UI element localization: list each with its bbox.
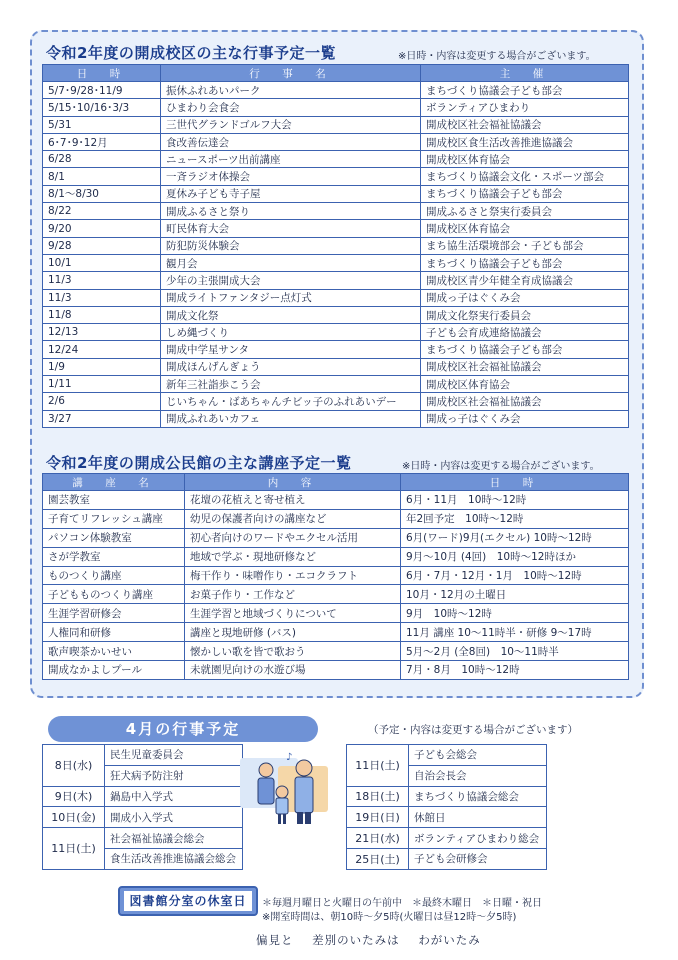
event-row <box>43 410 629 427</box>
library-hours: ※開室時間は、朝10時～夕5時(火曜日は昼12時～夕5時) <box>262 912 517 923</box>
event-row-cell: 開成ほんげんぎょう <box>161 358 421 375</box>
event-row <box>43 133 629 150</box>
event-row-cell: 開成校区青少年健全育成協議会 <box>421 272 629 289</box>
course-row-cell: 5月～2月 (全8回) 10～11時半 <box>401 642 629 661</box>
course-row-cell: 開成なかよしプール <box>43 661 185 680</box>
april-right-table <box>346 744 547 870</box>
event-row-cell: 1/11 <box>43 376 161 393</box>
event-row-cell: ひまわり会食会 <box>161 99 421 116</box>
event-row <box>43 324 629 341</box>
event-row-cell: 開成校区社会福祉協議会 <box>421 393 629 410</box>
event-row-cell: 子ども会育成連絡協議会 <box>421 324 629 341</box>
event-row <box>43 254 629 271</box>
course-row-cell: 花壇の花植えと寄せ植え <box>185 491 401 510</box>
april-event: 鍋島中入学式 <box>105 786 243 807</box>
april-row <box>347 828 547 849</box>
header-event: 行 事 名 <box>161 65 421 82</box>
events-table <box>42 64 629 428</box>
courses-header-row <box>43 474 629 491</box>
april-row <box>347 745 547 766</box>
event-row-cell: 1/9 <box>43 358 161 375</box>
april-date: 8日(水) <box>43 745 105 787</box>
april-event: まちづくり協議会総会 <box>409 786 547 807</box>
header-datetime: 日 時 <box>401 474 629 491</box>
event-row <box>43 82 629 99</box>
event-row <box>43 237 629 254</box>
course-row-cell: さが学教室 <box>43 547 185 566</box>
april-date: 25日(土) <box>347 848 409 869</box>
course-row-cell: 歌声喫茶かいせい <box>43 642 185 661</box>
april-row <box>347 786 547 807</box>
event-row-cell: 開成校区社会福祉協議会 <box>421 358 629 375</box>
event-row-cell: 食改善伝達会 <box>161 133 421 150</box>
course-row-cell: 生涯学習研修会 <box>43 604 185 623</box>
event-row-cell: まちづくり協議会文化・スポーツ部会 <box>421 168 629 185</box>
section2-title: 令和2年度の開成公民館の主な講座予定一覧 <box>46 454 352 472</box>
course-row-cell: 子育てリフレッシュ講座 <box>43 509 185 528</box>
course-row <box>43 642 629 661</box>
event-row <box>43 220 629 237</box>
section2-note: ※日時・内容は変更する場合がございます。 <box>402 461 600 472</box>
april-row <box>347 848 547 869</box>
event-row <box>43 99 629 116</box>
event-row-cell: 一斉ラジオ体操会 <box>161 168 421 185</box>
course-row-cell: 生涯学習と地域づくりについて <box>185 604 401 623</box>
april-date: 10日(金) <box>43 807 105 828</box>
april-row <box>43 786 243 807</box>
course-row-cell: 6月・11月 10時～12時 <box>401 491 629 510</box>
event-row-cell: 三世代グランドゴルフ大会 <box>161 116 421 133</box>
event-row-cell: 5/31 <box>43 116 161 133</box>
course-row <box>43 623 629 642</box>
course-row-cell: ものつくり講座 <box>43 566 185 585</box>
slogan <box>256 932 495 948</box>
event-row-cell: 振休ふれあいパーク <box>161 82 421 99</box>
april-row <box>43 828 243 849</box>
april-event: 開成小入学式 <box>105 807 243 828</box>
event-row-cell: まちづくり協議会子ども部会 <box>421 185 629 202</box>
event-row-cell: 11/3 <box>43 272 161 289</box>
course-row-cell: 10月・12月の土曜日 <box>401 585 629 604</box>
event-row <box>43 151 629 168</box>
event-row-cell: 開成校区食生活改善推進協議会 <box>421 133 629 150</box>
event-row-cell: 12/24 <box>43 341 161 358</box>
event-row <box>43 376 629 393</box>
event-row-cell: 8/1～8/30 <box>43 185 161 202</box>
course-row <box>43 585 629 604</box>
course-row-cell: パソコン体験教室 <box>43 528 185 547</box>
event-row-cell: 開成ふれあいカフェ <box>161 410 421 427</box>
course-row-cell: 梅干作り・味噌作り・エコクラフト <box>185 566 401 585</box>
course-row-cell: 7月・8月 10時～12時 <box>401 661 629 680</box>
april-event: 狂犬病予防注射 <box>105 765 243 786</box>
event-row-cell: 新年三社詣歩こう会 <box>161 376 421 393</box>
event-row-cell: まちづくり協議会子ども部会 <box>421 82 629 99</box>
course-row <box>43 604 629 623</box>
event-row <box>43 341 629 358</box>
event-row-cell: 開成っ子はぐくみ会 <box>421 289 629 306</box>
course-row-cell: 6月・7月・12月・1月 10時～12時 <box>401 566 629 585</box>
course-row-cell: 懐かしい歌を皆で歌おう <box>185 642 401 661</box>
event-row-cell: 8/1 <box>43 168 161 185</box>
event-row-cell: まちづくり協議会子ども部会 <box>421 341 629 358</box>
april-date: 9日(木) <box>43 786 105 807</box>
event-row <box>43 306 629 323</box>
courses-table <box>42 473 629 680</box>
event-row-cell: 開成文化祭実行委員会 <box>421 306 629 323</box>
event-row-cell: 開成校区社会福祉協議会 <box>421 116 629 133</box>
event-row-cell: 9/20 <box>43 220 161 237</box>
event-row-cell: 開成校区体育協会 <box>421 376 629 393</box>
event-row-cell: 夏休み子ども寺子屋 <box>161 185 421 202</box>
event-row-cell: 3/27 <box>43 410 161 427</box>
event-row <box>43 116 629 133</box>
event-row-cell: しめ縄づくり <box>161 324 421 341</box>
event-row <box>43 393 629 410</box>
event-row-cell: 6･7･9･12月 <box>43 133 161 150</box>
course-row-cell: 6月(ワード)9月(エクセル) 10時～12時 <box>401 528 629 547</box>
april-row <box>43 807 243 828</box>
events-header-row <box>43 65 629 82</box>
event-row <box>43 203 629 220</box>
slogan-part-3: わがいたみ <box>418 933 481 947</box>
event-row-cell: 5/15･10/16･3/3 <box>43 99 161 116</box>
course-row-cell: 子どもものつくり講座 <box>43 585 185 604</box>
event-row-cell: 開成文化祭 <box>161 306 421 323</box>
library-title: 図書館分室の休室日 <box>124 891 252 911</box>
course-row-cell: 年2回予定 10時～12時 <box>401 509 629 528</box>
event-row-cell: ニュースポーツ出前講座 <box>161 151 421 168</box>
section1-title: 令和2年度の開成校区の主な行事予定一覧 <box>46 44 336 62</box>
event-row-cell: 防犯防災体験会 <box>161 237 421 254</box>
event-row-cell: まち協生活環境部会・子ども部会 <box>421 237 629 254</box>
april-left-table <box>42 744 243 870</box>
event-row <box>43 168 629 185</box>
course-row-cell: 人権同和研修 <box>43 623 185 642</box>
event-row-cell: 開成ライトファンタジー点灯式 <box>161 289 421 306</box>
event-row-cell: 開成っ子はぐくみ会 <box>421 410 629 427</box>
section1-note: ※日時・内容は変更する場合がございます。 <box>398 51 596 62</box>
event-row <box>43 272 629 289</box>
april-date: 18日(土) <box>347 786 409 807</box>
family-illustration-icon <box>238 748 334 826</box>
course-row-cell: 園芸教室 <box>43 491 185 510</box>
event-row <box>43 185 629 202</box>
course-row-cell: 9月 10時～12時 <box>401 604 629 623</box>
april-event: 社会福祉協議会総会 <box>105 828 243 849</box>
event-row-cell: まちづくり協議会子ども部会 <box>421 254 629 271</box>
event-row-cell: 11/3 <box>43 289 161 306</box>
event-row-cell: じいちゃん・ばあちゃんチビッ子のふれあいデー <box>161 393 421 410</box>
april-event: ボランティアひまわり総会 <box>409 828 547 849</box>
course-row <box>43 661 629 680</box>
event-row-cell: ボランティアひまわり <box>421 99 629 116</box>
course-row-cell: 未就園児向けの水遊び場 <box>185 661 401 680</box>
course-row-cell: 初心者向けのワードやエクセル活用 <box>185 528 401 547</box>
course-row-cell: 11月 講座 10～11時半・研修 9～17時 <box>401 623 629 642</box>
course-row-cell: 9月～10月 (4回) 10時～12時ほか <box>401 547 629 566</box>
course-row <box>43 547 629 566</box>
event-row <box>43 289 629 306</box>
april-title: 4月の行事予定 <box>48 716 318 742</box>
event-row-cell: 開成校区体育協会 <box>421 151 629 168</box>
event-row-cell: 10/1 <box>43 254 161 271</box>
event-row-cell: 開成校区体育協会 <box>421 220 629 237</box>
svg-text:♪: ♪ <box>286 752 293 763</box>
event-row-cell: 観月会 <box>161 254 421 271</box>
event-row-cell: 開成ふるさと祭実行委員会 <box>421 203 629 220</box>
course-row <box>43 509 629 528</box>
april-event: 子ども会総会 <box>409 745 547 766</box>
april-event: 子ども会研修会 <box>409 848 547 869</box>
event-row-cell: 11/8 <box>43 306 161 323</box>
april-note: （予定・内容は変更する場合がございます） <box>368 724 578 736</box>
header-host: 主 催 <box>421 65 629 82</box>
april-event: 民生児童委員会 <box>105 745 243 766</box>
april-event: 食生活改善推進協議会総会 <box>105 848 243 869</box>
april-date: 21日(水) <box>347 828 409 849</box>
event-row <box>43 358 629 375</box>
event-row-cell: 町民体育大会 <box>161 220 421 237</box>
event-row-cell: 2/6 <box>43 393 161 410</box>
april-event: 休館日 <box>409 807 547 828</box>
event-row-cell: 少年の主張開成大会 <box>161 272 421 289</box>
library-closed-days: ＊毎週月曜日と火曜日の午前中 ＊最終木曜日 ＊日曜・祝日 <box>262 898 542 909</box>
event-row-cell: 5/7･9/28･11/9 <box>43 82 161 99</box>
course-row <box>43 528 629 547</box>
april-date: 11日(土) <box>43 828 105 870</box>
slogan-part-2: 差別のいたみは <box>312 933 400 947</box>
april-date: 11日(土) <box>347 745 409 787</box>
course-row-cell: 幼児の保護者向けの講座など <box>185 509 401 528</box>
april-row <box>43 745 243 766</box>
header-course: 講 座 名 <box>43 474 185 491</box>
event-row-cell: 開成ふるさと祭り <box>161 203 421 220</box>
course-row-cell: お菓子作り・工作など <box>185 585 401 604</box>
course-row <box>43 491 629 510</box>
april-event: 自治会長会 <box>409 765 547 786</box>
april-row <box>347 807 547 828</box>
header-date: 日 時 <box>43 65 161 82</box>
slogan-part-1: 偏見と <box>256 933 294 947</box>
course-row-cell: 地域で学ぶ・現地研修など <box>185 547 401 566</box>
event-row-cell: 12/13 <box>43 324 161 341</box>
event-row-cell: 9/28 <box>43 237 161 254</box>
event-row-cell: 開成中学星サンタ <box>161 341 421 358</box>
april-date: 19日(日) <box>347 807 409 828</box>
course-row <box>43 566 629 585</box>
course-row-cell: 講座と現地研修 (バス) <box>185 623 401 642</box>
event-row-cell: 8/22 <box>43 203 161 220</box>
header-content: 内 容 <box>185 474 401 491</box>
event-row-cell: 6/28 <box>43 151 161 168</box>
